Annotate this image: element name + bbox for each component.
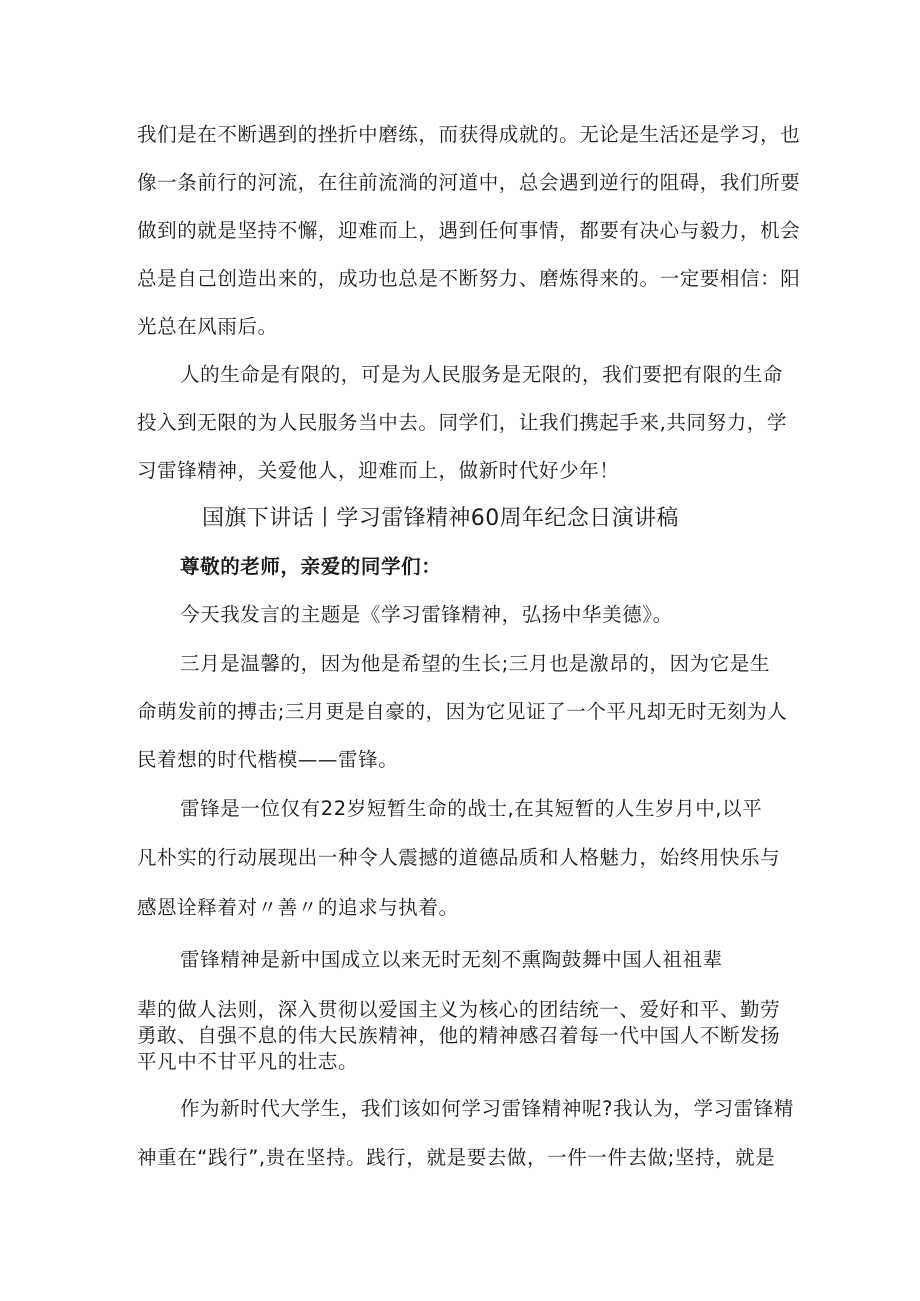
paragraph-2-line-2: 投入到无限的为人民服务当中去。同学们，让我们携起手来,共同努力，学: [137, 411, 787, 434]
paragraph-1-line-1: 我们是在不断遇到的挫折中磨练，而获得成就的。无论是生活还是学习，也: [137, 123, 801, 146]
salutation: 尊敬的老师，亲爱的同学们：: [180, 555, 442, 578]
paragraph-1-line-2: 像一条前行的河流，在往前流淌的河道中，总会遇到逆行的阻碍，我们所要: [137, 171, 801, 194]
paragraph-5-line-1: 雷锋是一位仅有22岁短暂生命的战士,在其短暂的人生岁月中,以平: [180, 797, 763, 820]
paragraph-2-line-3: 习雷锋精神，关爱他人，迎难而上，做新时代好少年！: [137, 459, 620, 482]
paragraph-7-line-2: 神重在“践行”,贵在坚持。践行，就是要去做，一件一件去做;坚持，就是: [137, 1146, 776, 1169]
paragraph-6-line-1: 雷锋精神是新中国成立以来无时无刻不熏陶鼓舞中国人祖祖辈: [180, 948, 723, 971]
paragraph-7-line-1: 作为新时代大学生，我们该如何学习雷锋精神呢?我认为，学习雷锋精: [180, 1097, 794, 1120]
paragraph-4-line-1: 三月是温馨的，因为他是希望的生长;三月也是激昂的，因为它是生: [180, 652, 771, 675]
paragraph-6-line-2: 辈的做人法则，深入贯彻以爱国主义为核心的团结统一、爱好和平、勤劳: [137, 998, 781, 1021]
paragraph-1-line-3: 做到的就是坚持不懈，迎难而上，遇到任何事情，都要有决心与毅力，机会: [137, 219, 801, 242]
paragraph-6-line-3: 勇敢、自强不息的伟大民族精神，他的精神感召着每一代中国人不断发扬: [137, 1024, 781, 1047]
paragraph-4-line-3: 民着想的时代楷模——雷锋。: [137, 748, 399, 771]
paragraph-4-line-2: 命萌发前的搏击;三月更是自豪的，因为它见证了一个平凡却无时无刻为人: [137, 700, 788, 723]
paragraph-1-line-4: 总是自己创造出来的，成功也总是不断努力、磨炼得来的。一定要相信：阳: [137, 267, 801, 290]
paragraph-5-line-3: 感恩诠释着对〃善〃的追求与执着。: [137, 896, 459, 919]
paragraph-2-line-1: 人的生命是有限的，可是为人民服务是无限的，我们要把有限的生命: [180, 363, 784, 386]
paragraph-3-line-1: 今天我发言的主题是《学习雷锋精神，弘扬中华美德》。: [180, 603, 673, 626]
paragraph-6-line-4: 平凡中不甘平凡的壮志。: [137, 1050, 359, 1073]
paragraph-1-line-5: 光总在风雨后。: [137, 315, 278, 338]
speech-title: 国旗下讲话丨学习雷锋精神60周年纪念日演讲稿: [202, 506, 679, 531]
paragraph-5-line-2: 凡朴实的行动展现出一种令人震撼的道德品质和人格魅力，始终用快乐与: [137, 846, 781, 869]
